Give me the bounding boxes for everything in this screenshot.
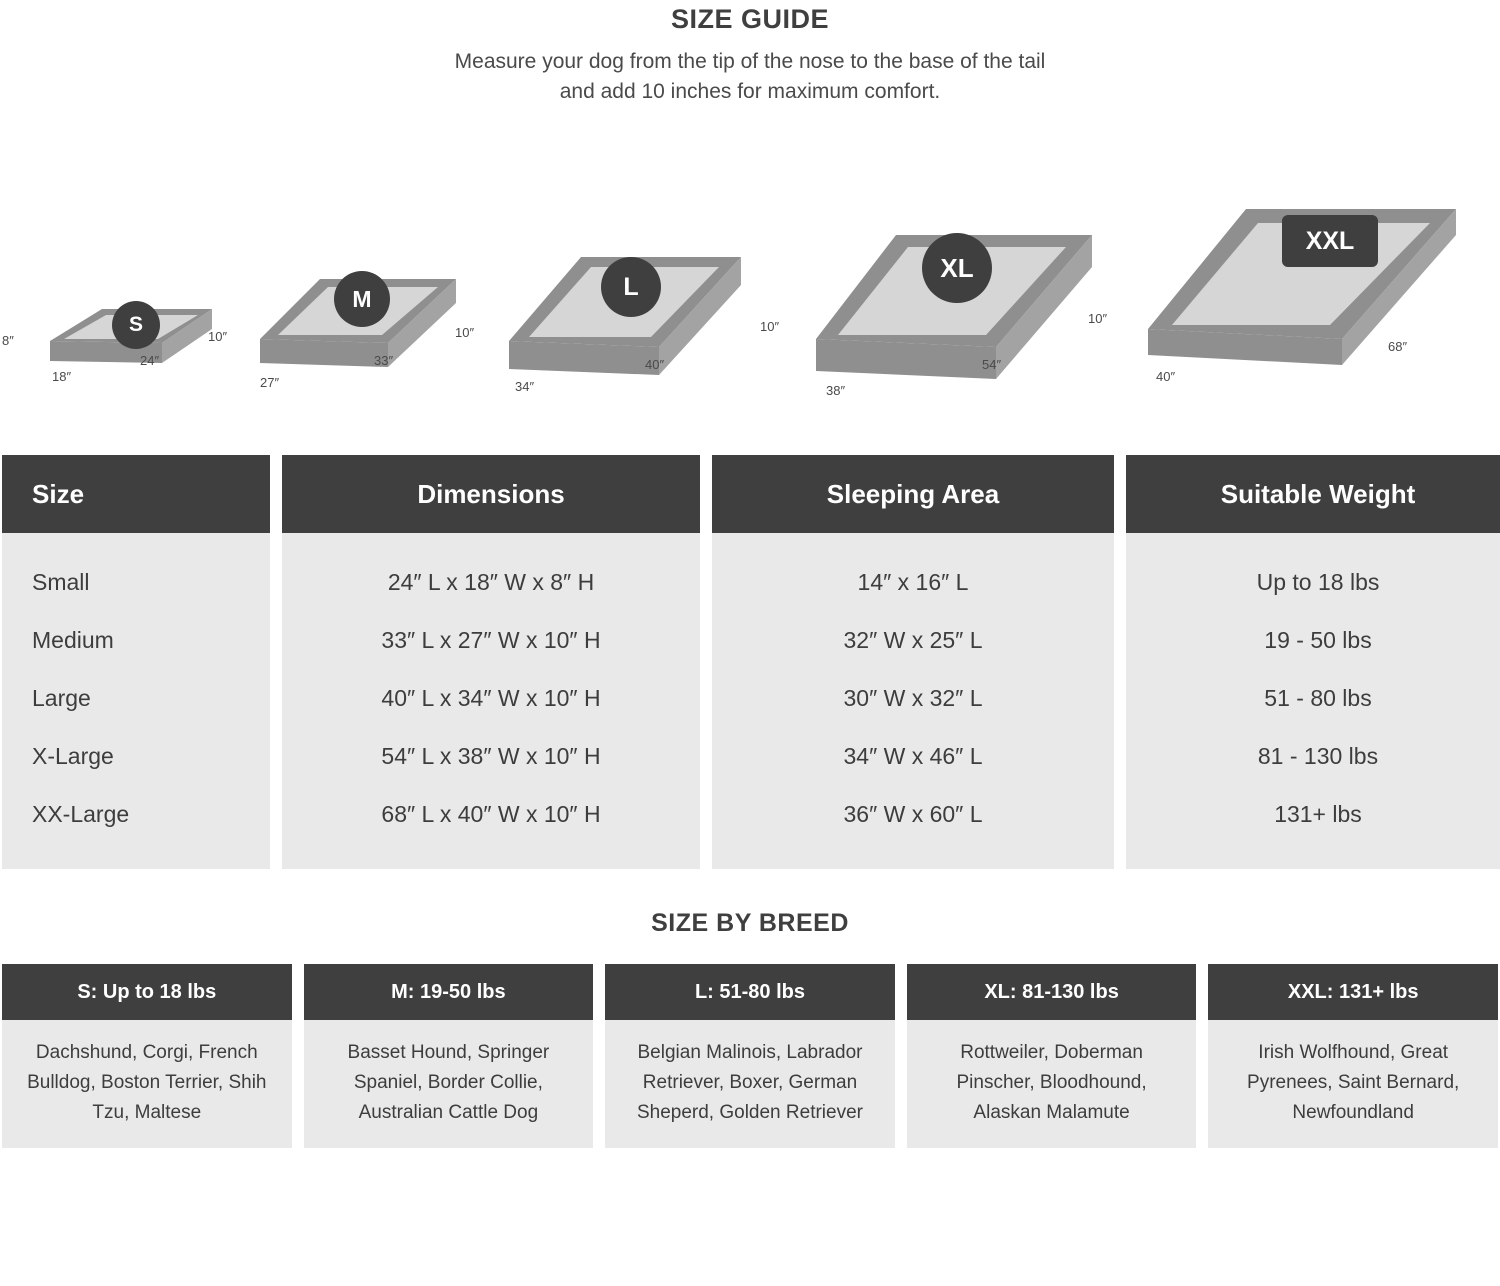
table-cell: 30″ W x 32″ L — [843, 685, 983, 711]
breed-column-xxlarge — [1208, 964, 1498, 1148]
size-badge-large — [601, 257, 661, 317]
table-cell: 51 - 80 lbs — [1264, 685, 1372, 711]
bed-height-label-small: 8″ — [2, 333, 14, 348]
breed-column-small — [2, 964, 292, 1148]
size-badge-label: S — [128, 313, 143, 336]
table-cell: Large — [32, 685, 91, 711]
breed-column-medium — [304, 964, 594, 1148]
table-cell: X-Large — [32, 743, 114, 769]
page-subtitle — [0, 47, 1500, 107]
table-cell: Up to 18 lbs — [1256, 569, 1380, 595]
bed-illustration-large — [455, 237, 755, 407]
table-cell: 14″ x 16″ L — [857, 569, 969, 595]
bed-width-label-medium: 27″ — [260, 375, 280, 390]
size-badge-label: L — [623, 272, 639, 301]
table-cell: 36″ W x 60″ L — [843, 801, 983, 827]
column-header-size: Size — [2, 455, 270, 533]
breed-column-list: Irish Wolfhound, Great Pyrenees, Saint Bernard, Newfoundland — [1208, 1020, 1498, 1148]
table-cell: Medium — [32, 627, 114, 653]
size-badge-small — [112, 301, 160, 349]
breed-table — [0, 964, 1500, 1148]
size-badge-label: M — [352, 285, 372, 312]
bed-width-label-large: 34″ — [515, 379, 535, 394]
breed-column-list: Belgian Malinois, Labrador Retriever, Boxer, German Sheperd, Golden Retriever — [605, 1020, 895, 1148]
column-header-sleeping-area: Sleeping Area — [712, 455, 1114, 533]
bed-illustration-xxlarge — [1088, 203, 1470, 423]
table-cell: 24″ L x 18″ W x 8″ H — [387, 569, 595, 595]
table-column-suitable-weight — [1126, 455, 1500, 869]
size-badge-medium — [334, 271, 390, 327]
bed-length-label-xlarge: 54″ — [982, 357, 1002, 372]
subtitle-line-1: Measure your dog from the tip of the nose to the base of the tail — [454, 50, 1046, 73]
table-cell: 19 - 50 lbs — [1264, 627, 1372, 653]
breed-column-header: XL: 81-130 lbs — [907, 964, 1197, 1020]
bed-illustration-small — [2, 281, 220, 391]
bed-width-label-xlarge: 38″ — [826, 383, 846, 398]
size-badge-xlarge — [922, 233, 992, 303]
page-header — [0, 0, 1500, 107]
bed-illustration-medium — [208, 257, 468, 397]
table-cell: 40″ L x 34″ W x 10″ H — [381, 685, 601, 711]
breed-column-header: L: 51-80 lbs — [605, 964, 895, 1020]
page-title: SIZE GUIDE — [670, 4, 830, 34]
bed-height-label-large: 10″ — [455, 325, 475, 340]
bed-width-label-small: 18″ — [52, 369, 72, 384]
breed-column-large — [605, 964, 895, 1148]
table-cell: 33″ L x 27″ W x 10″ H — [381, 627, 601, 653]
table-cell: XX-Large — [32, 801, 130, 827]
bed-illustration-xlarge — [760, 219, 1110, 419]
table-cell: 32″ W x 25″ L — [843, 627, 983, 653]
column-body-size — [2, 533, 270, 869]
bed-length-label-medium: 33″ — [374, 353, 394, 368]
breed-column-list: Rottweiler, Doberman Pinscher, Bloodhound, Alaskan Malamute — [907, 1020, 1197, 1148]
table-column-sleeping-area — [712, 455, 1114, 869]
breed-column-list: Dachshund, Corgi, French Bulldog, Boston Terrier, Shih Tzu, Maltese — [2, 1020, 292, 1148]
bed-illustrations — [0, 129, 1500, 429]
column-header-dimensions: Dimensions — [282, 455, 700, 533]
breed-column-header: M: 19-50 lbs — [304, 964, 594, 1020]
bed-height-label-medium: 10″ — [208, 329, 228, 344]
table-column-size — [2, 455, 270, 869]
size-badge-xxlarge — [1282, 215, 1378, 267]
table-cell: 54″ L x 38″ W x 10″ H — [381, 743, 601, 769]
table-cell: 34″ W x 46″ L — [843, 743, 983, 769]
column-body-suitable-weight — [1126, 533, 1500, 869]
bed-height-label-xlarge: 10″ — [760, 319, 780, 334]
bed-height-label-xxlarge: 10″ — [1088, 311, 1108, 326]
size-badge-label: XXL — [1305, 226, 1355, 255]
size-table — [0, 455, 1500, 869]
bed-width-label-xxlarge: 40″ — [1156, 369, 1176, 384]
column-body-dimensions — [282, 533, 700, 869]
table-column-dimensions — [282, 455, 700, 869]
breed-column-header: XXL: 131+ lbs — [1208, 964, 1498, 1020]
table-cell: 81 - 130 lbs — [1257, 743, 1379, 769]
table-cell: Small — [32, 569, 90, 595]
bed-length-label-xxlarge: 68″ — [1388, 339, 1408, 354]
size-badge-label: XL — [940, 252, 974, 283]
column-body-sleeping-area — [712, 533, 1114, 869]
subtitle-line-2: and add 10 inches for maximum comfort. — [559, 80, 941, 103]
bed-length-label-large: 40″ — [645, 357, 665, 372]
table-cell: 68″ L x 40″ W x 10″ H — [381, 801, 601, 827]
column-header-suitable-weight: Suitable Weight — [1126, 455, 1500, 533]
breed-column-xlarge — [907, 964, 1197, 1148]
breed-column-list: Basset Hound, Springer Spaniel, Border Collie, Australian Cattle Dog — [304, 1020, 594, 1148]
bed-length-label-small: 24″ — [140, 353, 160, 368]
breed-column-header: S: Up to 18 lbs — [2, 964, 292, 1020]
breed-section-title: SIZE BY BREED — [651, 909, 849, 937]
table-cell: 131+ lbs — [1274, 801, 1362, 827]
